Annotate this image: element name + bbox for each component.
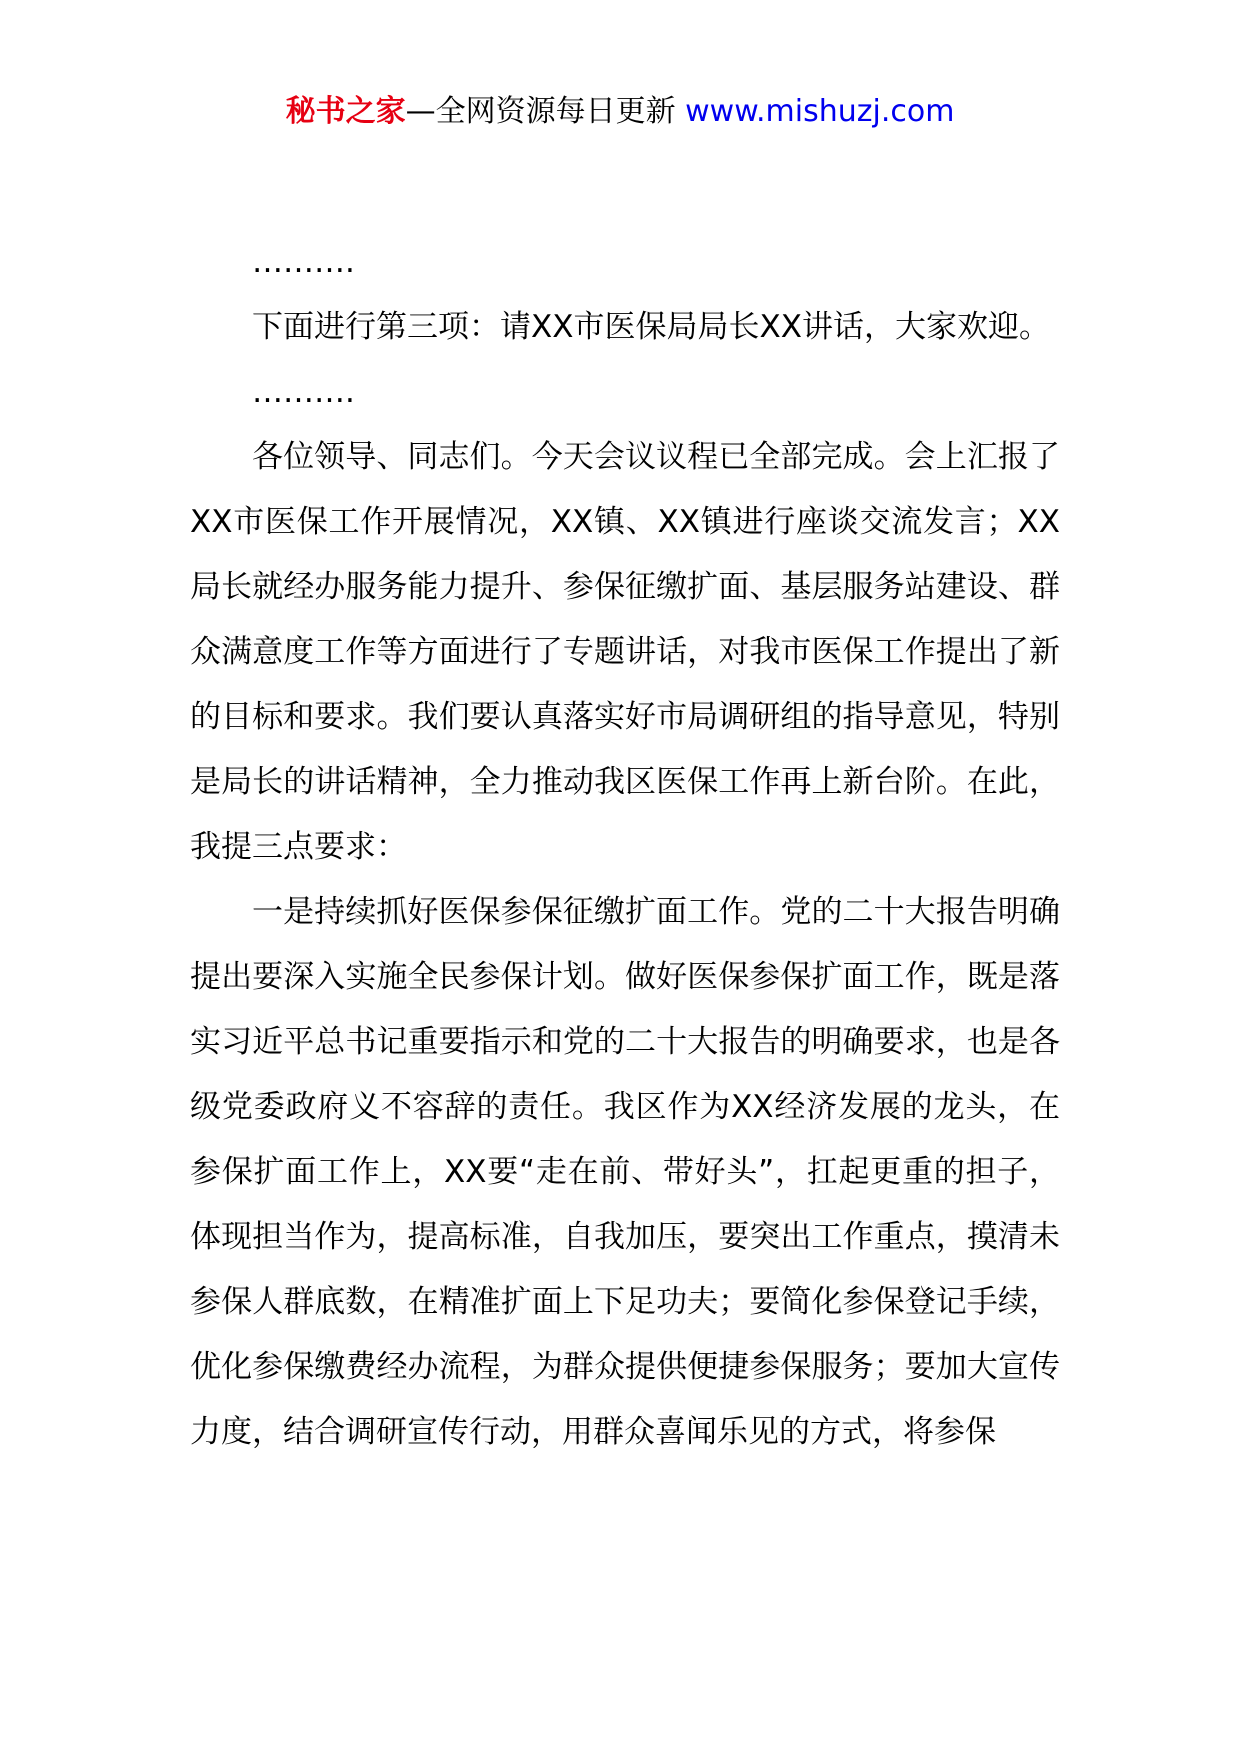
document-body: [190, 230, 1060, 1465]
agenda-announcement-paragraph: 下面进行第三项：请XX市医保局局长XX讲话，大家欢迎。: [252, 309, 1050, 345]
ellipsis-paragraph: ……….: [252, 244, 355, 280]
ellipsis-paragraph: ……….: [252, 374, 355, 410]
brand-name: 秘书之家: [285, 94, 406, 129]
summary-paragraph: 各位领导、同志们。今天会议议程已全部完成。会上汇报了XX市医保工作开展情况，XX镇、XX镇进行座谈交流发言；XX局长就经办服务能力提升、参保征缴扩面、基层服务站建设、群众满意度工作等方面进行了专题讲话，对我市医保工作提出了新的目标和要求。我们要认真落实好市局调研组的指导意见，特别是局长的讲话精神，全力推动我区医保工作再上新台阶。在此，我提三点要求：: [190, 439, 1060, 865]
site-header: [0, 92, 1240, 132]
requirement-one-paragraph: 一是持续抓好医保参保征缴扩面工作。党的二十大报告明确提出要深入实施全民参保计划。做好医保参保扩面工作，既是落实习近平总书记重要指示和党的二十大报告的明确要求，也是各级党委政府义不容辞的责任。我区作为XX经济发展的龙头，在参保扩面工作上，XX要“走在前、带好头”，扛起更重的担子，体现担当作为，提高标准，自我加压，要突出工作重点，摸清未参保人群底数，在精准扩面上下足功夫；要简化参保登记手续，优化参保缴费经办流程，为群众提供便捷参保服务；要加大宣传力度，结合调研宣传行动，用群众喜闻乐见的方式，将参保: [190, 894, 1060, 1450]
site-link[interactable]: www.mishuzj.com: [685, 94, 955, 129]
header-tagline: —全网资源每日更新: [405, 94, 686, 129]
